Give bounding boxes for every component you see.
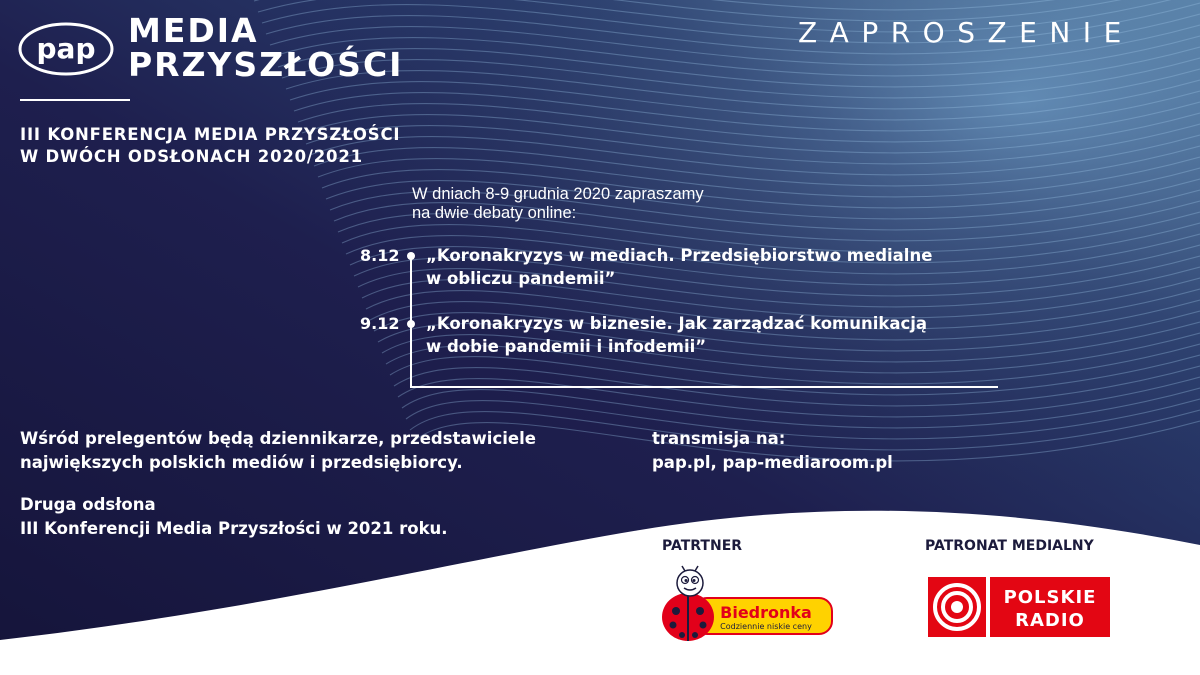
debate-1-date: 8.12 bbox=[360, 246, 400, 265]
svg-text:Biedronka: Biedronka bbox=[720, 603, 812, 622]
speakers-text bbox=[20, 427, 536, 475]
debate-1-title bbox=[426, 244, 932, 290]
speakers-line-1: Wśród prelegentów będą dziennikarze, przedstawiciele bbox=[20, 429, 536, 448]
biedronka-logo[interactable] bbox=[658, 565, 838, 649]
stream-info bbox=[652, 427, 893, 475]
debate-1-line-1: „Koronakryzys w mediach. Przedsiębiorstwo medialne bbox=[426, 246, 933, 265]
timeline-baseline bbox=[410, 386, 998, 388]
conference-line-1: III KONFERENCJA MEDIA PRZYSZŁOŚCI bbox=[20, 125, 401, 144]
second-edition-text bbox=[20, 493, 448, 541]
debate-1-line-2: w obliczu pandemii” bbox=[426, 269, 616, 288]
debate-2-title bbox=[426, 312, 927, 358]
debate-2-line-2: w dobie pandemii i infodemii” bbox=[426, 337, 707, 356]
timeline-dot-2 bbox=[407, 320, 415, 328]
speakers-line-2: największych polskich mediów i przedsiębiorcy. bbox=[20, 453, 463, 472]
brand-line-1: MEDIA bbox=[128, 11, 259, 50]
partner-label: PATRTNER bbox=[662, 538, 743, 554]
intro-line-1: W dniach 8-9 grudnia 2020 zapraszamy bbox=[412, 185, 704, 203]
polskie-radio-logo[interactable] bbox=[928, 577, 1110, 643]
header-divider bbox=[20, 99, 130, 101]
pap-logo bbox=[18, 22, 114, 80]
timeline-dot-1 bbox=[407, 252, 415, 260]
svg-text:POLSKIE: POLSKIE bbox=[1003, 587, 1097, 608]
debate-2-date: 9.12 bbox=[360, 314, 400, 333]
intro-line-2: na dwie debaty online: bbox=[412, 204, 577, 222]
intro-text bbox=[412, 185, 704, 223]
patron-label: PATRONAT MEDIALNY bbox=[925, 538, 1094, 554]
stream-label: transmisja na: bbox=[652, 429, 786, 448]
second-edition-line-1: Druga odsłona bbox=[20, 495, 156, 514]
second-edition-line-2: III Konferencji Media Przyszłości w 2021 roku. bbox=[20, 519, 448, 538]
conference-line-2: W DWÓCH ODSŁONACH 2020/2021 bbox=[20, 147, 363, 166]
conference-title bbox=[20, 124, 400, 168]
invitation-heading: ZAPROSZENIE bbox=[798, 16, 1134, 49]
svg-text:Codziennie niskie ceny: Codziennie niskie ceny bbox=[720, 622, 812, 631]
brand-line-2: PRZYSZŁOŚCI bbox=[128, 45, 404, 84]
debate-2-line-1: „Koronakryzys w biznesie. Jak zarządzać komunikacją bbox=[426, 314, 928, 333]
svg-text:RADIO: RADIO bbox=[1015, 610, 1085, 631]
brand-title bbox=[128, 11, 404, 84]
svg-text:pap: pap bbox=[36, 32, 96, 65]
stream-sites-link[interactable]: pap.pl, pap-mediaroom.pl bbox=[652, 453, 893, 472]
